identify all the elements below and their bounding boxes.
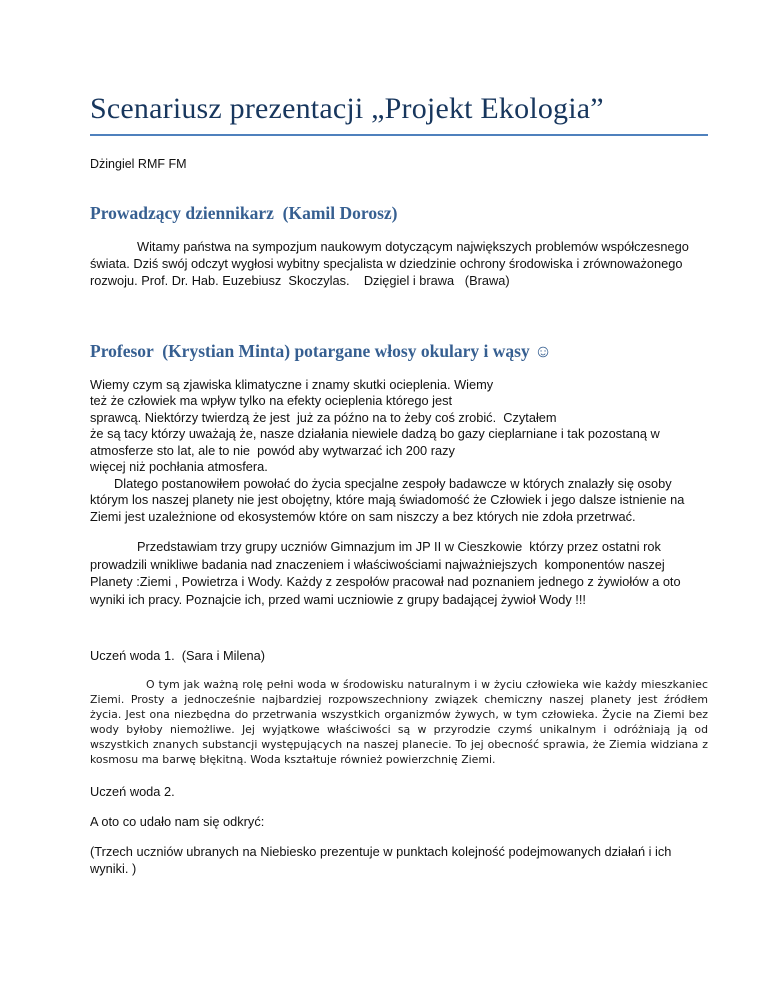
professor-monologue-line: Wiemy czym są zjawiska klimatyczne i znamy skutki ocieplenia. Wiemy: [90, 376, 494, 392]
host-intro-paragraph: Witamy państwa na sympozjum naukowym dotyczącym największych problemów współczesnego świata. Dziś swój odczyt wygłosi wybitny specjalista w dziedzinie ochrony środowiska i zrównoważonego rozwoju. Prof. Dr. Hab. Euzebiusz Skoczylas. Dzięgiel i brawa (Brawa): [90, 239, 693, 289]
jingle-note: Dżingiel RMF FM: [90, 156, 187, 171]
stage-direction-paragraph: (Trzech uczniów ubranych na Niebiesko prezentuje w punktach kolejność podejmowanych działań i ich wyniki. ): [90, 844, 675, 877]
host-section-heading: Prowadzący dziennikarz (Kamil Dorosz): [90, 202, 398, 223]
professor-section-heading: Profesor (Krystian Minta) potargane włosy okulary i wąsy ☺: [90, 341, 552, 362]
student-water1-label: Uczeń woda 1. (Sara i Milena): [90, 648, 265, 664]
professor-monologue-line: więcej niż pochłania atmosfera.: [90, 459, 268, 475]
professor-monologue: [90, 377, 708, 476]
document-title: Scenariusz prezentacji „Projekt Ekologia”: [90, 92, 708, 136]
student-water1-speech: O tym jak ważną rolę pełni woda w środowisku naturalnym i w życiu człowieka wie każdy mieszkaniec Ziemi. Prosty a jednocześnie najbardziej rozpowszechniony związek chemiczny naszej planety jest źródłem życia. Jest ona niezbędna do przetrwania wszystkich organizmów żywych, w tym człowieka. Życie na Ziemi bez wody byłoby niemożliwe. Jej wyjątkowe właściwości są w przyrodzie czymś unikalnym i odróżniają ją od wszystkich znanych substancji występujących na naszej planecie. To jej obecność sprawia, że Ziemia widziana z kosmosu ma barwę błękitną. Woda kształtuje również powierzchnię Ziemi.: [90, 678, 708, 767]
professor-monologue-line: że są tacy którzy uważają że, nasze działania niewiele dadzą bo gazy cieplarniane i tak pozostaną w: [90, 426, 660, 442]
student-water2-label: Uczeń woda 2.: [90, 784, 175, 800]
professor-monologue-line: też że człowiek ma wpływ tylko na efekty ocieplenia którego jest: [90, 393, 453, 409]
professor-teams-paragraph: Dlatego postanowiłem powołać do życia specjalne zespoły badawcze w których znalazły się osoby którym los naszej planety nie jest obojętny, które mają świadomość że Człowiek i jego dalsze istnienie na Ziemi jest uzależnione od ekosystemów które on sam niszczy a bez których nie zdoła przetrwać.: [90, 475, 688, 524]
professor-groups-paragraph: Przedstawiam trzy grupy uczniów Gimnazjum im JP II w Cieszkowie którzy przez ostatni rok prowadzili wnikliwe badania nad znaczeniem i właściwościami najważniejszych komponentów naszej Planety :Ziemi , Powietrza i Wody. Każdy z zespołów pracował nad poznaniem jednego z żywiołów a oto wyniki ich pracy. Poznajcie ich, przed wami uczniowie z grupy badającej żywioł Wody !!!: [90, 539, 685, 607]
professor-monologue-line: atmosferze sto lat, ale to nie powód aby wytwarzać ich 200 razy: [90, 442, 455, 458]
discovery-intro-line: A oto co udało nam się odkryć:: [90, 814, 265, 830]
professor-monologue-line: sprawcą. Niektórzy twierdzą że jest już za późno na to żeby coś zrobić. Czytałem: [90, 409, 557, 425]
